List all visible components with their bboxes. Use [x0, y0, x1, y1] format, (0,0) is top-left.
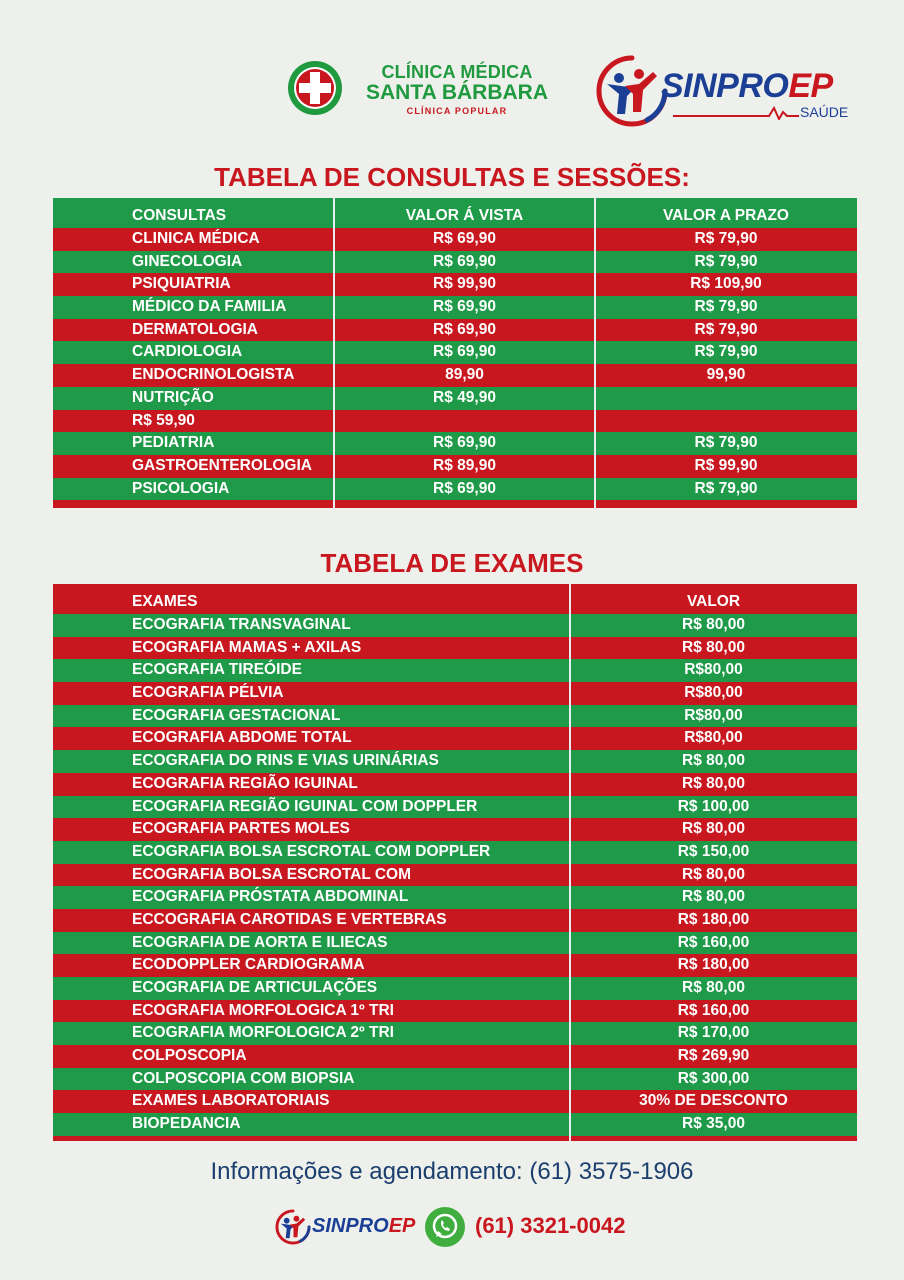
consulta-valor-vista: R$ 49,90 [433, 388, 496, 406]
consulta-name: NUTRIÇÃO [132, 388, 214, 406]
exame-name: ECOGRAFIA REGIÃO IGUINAL [132, 774, 358, 792]
exame-valor: R$ 170,00 [677, 1024, 750, 1042]
footer-sinproep-logo [275, 1207, 425, 1247]
footer-sinproep-wordmark: SINPROEP [312, 1215, 416, 1237]
exame-valor: R$ 80,00 [682, 865, 745, 883]
sinproep-saude-logo [595, 54, 860, 128]
exame-valor: R$80,00 [684, 706, 743, 724]
consulta-valor-prazo: R$ 79,90 [694, 298, 758, 316]
sinproep-saude-label: SAÚDE [800, 104, 849, 120]
exame-name: ECOGRAFIA GESTACIONAL [132, 706, 341, 724]
exame-name: ECOGRAFIA ABDOME TOTAL [132, 729, 352, 747]
consulta-valor-prazo: R$ 79,90 [694, 252, 758, 270]
exames-title: TABELA DE EXAMES [320, 548, 584, 578]
exame-name: ECOGRAFIA PÉLVIA [132, 684, 284, 702]
consulta-row [53, 410, 857, 433]
exame-row [53, 841, 857, 864]
exame-valor: R$80,00 [684, 729, 743, 747]
exame-name: ECOGRAFIA TRANSVAGINAL [132, 616, 351, 633]
exame-name: ECOGRAFIA DO RINS E VIAS URINÁRIAS [132, 752, 439, 770]
header-valor-vista: VALOR Á VISTA [405, 207, 524, 224]
exame-row [53, 909, 857, 932]
consulta-valor-prazo: R$ 79,90 [694, 434, 758, 452]
exame-name: ECOGRAFIA DE ARTICULAÇÕES [132, 979, 378, 996]
exame-name: ECOGRAFIA TIREÓIDE [132, 661, 302, 679]
medical-cross-icon [287, 60, 343, 116]
exame-row [53, 727, 857, 750]
consulta-name: MÉDICO DA FAMILIA [132, 298, 287, 316]
exame-row [53, 682, 857, 705]
exame-row [53, 659, 857, 682]
consulta-name: R$ 59,90 [132, 411, 195, 429]
consulta-valor-vista: R$ 69,90 [433, 320, 496, 338]
footer-phone: (61) 3321-0042 [475, 1213, 626, 1238]
exame-name: ECOGRAFIA BOLSA ESCROTAL COM DOPPLER [132, 842, 491, 860]
consulta-row [53, 478, 857, 501]
exame-name: ECOGRAFIA PRÓSTATA ABDOMINAL [132, 888, 409, 906]
exame-valor: R$ 80,00 [682, 820, 745, 838]
exame-valor: 30% DE DESCONTO [639, 1092, 788, 1110]
consulta-row [53, 432, 857, 455]
consulta-valor-vista: R$ 89,90 [433, 456, 496, 474]
exame-name: ECOGRAFIA MORFOLOGICA 1º TRI [132, 1001, 394, 1019]
consulta-valor-prazo [595, 387, 857, 410]
exame-row [53, 773, 857, 796]
exame-name: ECCOGRAFIA CAROTIDAS E VERTEBRAS [132, 910, 447, 928]
consulta-name: PSICOLOGIA [132, 479, 230, 497]
consulta-row [53, 228, 857, 251]
clinic-name-line1: CLÍNICA MÉDICA [381, 62, 533, 82]
exame-row [53, 750, 857, 773]
consulta-name: CARDIOLOGIA [132, 343, 243, 361]
consulta-row [53, 364, 857, 387]
exame-valor: R$ 160,00 [677, 933, 750, 951]
column-divider [594, 198, 596, 508]
exame-valor: R$ 80,00 [682, 638, 745, 656]
consulta-valor-vista: R$ 99,90 [433, 275, 496, 293]
consulta-valor-prazo: R$ 79,90 [694, 479, 758, 497]
consulta-valor-prazo: R$ 79,90 [694, 230, 758, 247]
exame-row [53, 954, 857, 977]
exame-valor: R$ 180,00 [677, 910, 750, 928]
consulta-valor-vista: R$ 69,90 [433, 230, 496, 247]
consulta-row [53, 273, 857, 296]
consulta-valor-prazo: R$ 79,90 [694, 343, 758, 361]
exame-name: ECOGRAFIA PARTES MOLES [132, 820, 350, 838]
exame-name: ECODOPPLER CARDIOGRAMA [132, 956, 365, 974]
exame-valor: R$ 269,90 [677, 1047, 750, 1065]
exame-valor: R$ 80,00 [682, 979, 745, 996]
consulta-name: DERMATOLOGIA [132, 320, 259, 338]
exame-row [53, 796, 857, 819]
exame-row [53, 886, 857, 909]
exame-valor: R$ 80,00 [682, 774, 745, 792]
consulta-valor-vista: R$ 69,90 [433, 252, 496, 270]
consulta-valor-vista: R$ 69,90 [433, 343, 496, 361]
exames-table [53, 584, 857, 1141]
exame-valor: R$80,00 [684, 684, 743, 702]
clinic-tagline: CLÍNICA POPULAR [406, 106, 508, 116]
consultas-header-row [53, 198, 857, 228]
exame-row [53, 1090, 857, 1113]
exame-name: ECOGRAFIA MORFOLOGICA 2º TRI [132, 1024, 394, 1042]
column-divider [569, 584, 571, 1141]
consulta-valor-prazo: R$ 99,90 [694, 456, 758, 474]
exame-row [53, 1045, 857, 1068]
exame-row [53, 637, 857, 660]
exame-valor: R$ 150,00 [677, 842, 750, 860]
clinic-name-line2: SANTA BÁRBARA [366, 81, 548, 104]
consulta-valor-prazo: 99,90 [706, 366, 746, 384]
exame-row [53, 614, 857, 637]
consulta-name: ENDOCRINOLOGISTA [132, 366, 295, 384]
exame-name: COLPOSCOPIA COM BIOPSIA [132, 1069, 355, 1087]
consulta-row [53, 455, 857, 478]
exame-row [53, 1022, 857, 1045]
consulta-row [53, 251, 857, 274]
exame-row [53, 1068, 857, 1091]
consulta-valor-vista: R$ 69,90 [433, 434, 496, 452]
consultas-table [53, 198, 857, 508]
consulta-valor-vista: R$ 69,90 [433, 479, 496, 497]
exame-name: ECOGRAFIA REGIÃO IGUINAL COM DOPPLER [132, 797, 478, 815]
consulta-row [53, 387, 857, 410]
consulta-valor-vista [334, 410, 595, 433]
consulta-name: PSIQUIATRIA [132, 275, 231, 293]
exame-row [53, 1000, 857, 1023]
exame-valor: R$ 80,00 [682, 888, 745, 906]
consulta-row [53, 319, 857, 342]
consulta-valor-prazo: R$ 79,90 [694, 320, 758, 338]
clinica-santa-barbara-logo [287, 58, 567, 124]
consulta-valor-prazo [595, 410, 857, 433]
exame-row [53, 977, 857, 1000]
exame-row [53, 1113, 857, 1136]
consultas-title: TABELA DE CONSULTAS E SESSÕES: [214, 162, 690, 192]
consulta-valor-vista: 89,90 [445, 366, 484, 384]
exame-row [53, 818, 857, 841]
info-agendamento: Informações e agendamento: (61) 3575-1906 [210, 1158, 694, 1185]
exame-name: ECOGRAFIA MAMAS + AXILAS [132, 638, 362, 656]
exame-valor: R$ 80,00 [682, 616, 745, 633]
consulta-name: PEDIATRIA [132, 434, 215, 452]
header-exames: EXAMES [132, 593, 198, 610]
exame-name: COLPOSCOPIA [132, 1047, 247, 1065]
exame-row [53, 705, 857, 728]
exame-row [53, 932, 857, 955]
exame-valor: R$ 100,00 [677, 797, 750, 815]
exame-valor: R$ 180,00 [677, 956, 750, 974]
column-divider [333, 198, 335, 508]
exame-name: EXAMES LABORATORIAIS [132, 1092, 330, 1110]
exame-row [53, 864, 857, 887]
table-end-bar [53, 500, 857, 508]
exame-name: BIOPEDANCIA [132, 1115, 241, 1133]
consulta-name: CLINICA MÉDICA [132, 230, 260, 247]
exames-header-row [53, 584, 857, 614]
exame-name: ECOGRAFIA DE AORTA E ILIECAS [132, 933, 388, 951]
consulta-valor-vista: R$ 69,90 [433, 298, 496, 316]
exame-valor: R$ 160,00 [677, 1001, 750, 1019]
sinproep-emblem-icon [275, 1209, 311, 1245]
header-valor-prazo: VALOR A PRAZO [662, 207, 789, 224]
table-end-bar [53, 1136, 857, 1141]
heartbeat-line-icon [673, 106, 799, 120]
exame-valor: R$80,00 [684, 661, 743, 679]
consulta-name: GASTROENTEROLOGIA [132, 456, 312, 474]
consulta-row [53, 296, 857, 319]
exame-name: ECOGRAFIA BOLSA ESCROTAL COM [132, 865, 411, 883]
header-consultas: CONSULTAS [132, 207, 227, 224]
sinproep-emblem-icon [595, 54, 669, 128]
consulta-valor-prazo: R$ 109,90 [690, 275, 762, 293]
exame-valor: R$ 300,00 [677, 1069, 750, 1087]
exame-valor: R$ 35,00 [682, 1115, 745, 1133]
consulta-row [53, 341, 857, 364]
consulta-name: GINECOLOGIA [132, 252, 243, 270]
whatsapp-icon [424, 1206, 466, 1248]
exame-valor: R$ 80,00 [682, 752, 745, 770]
header-valor: VALOR [686, 593, 741, 610]
sinproep-wordmark: SINPROEP [661, 67, 833, 105]
